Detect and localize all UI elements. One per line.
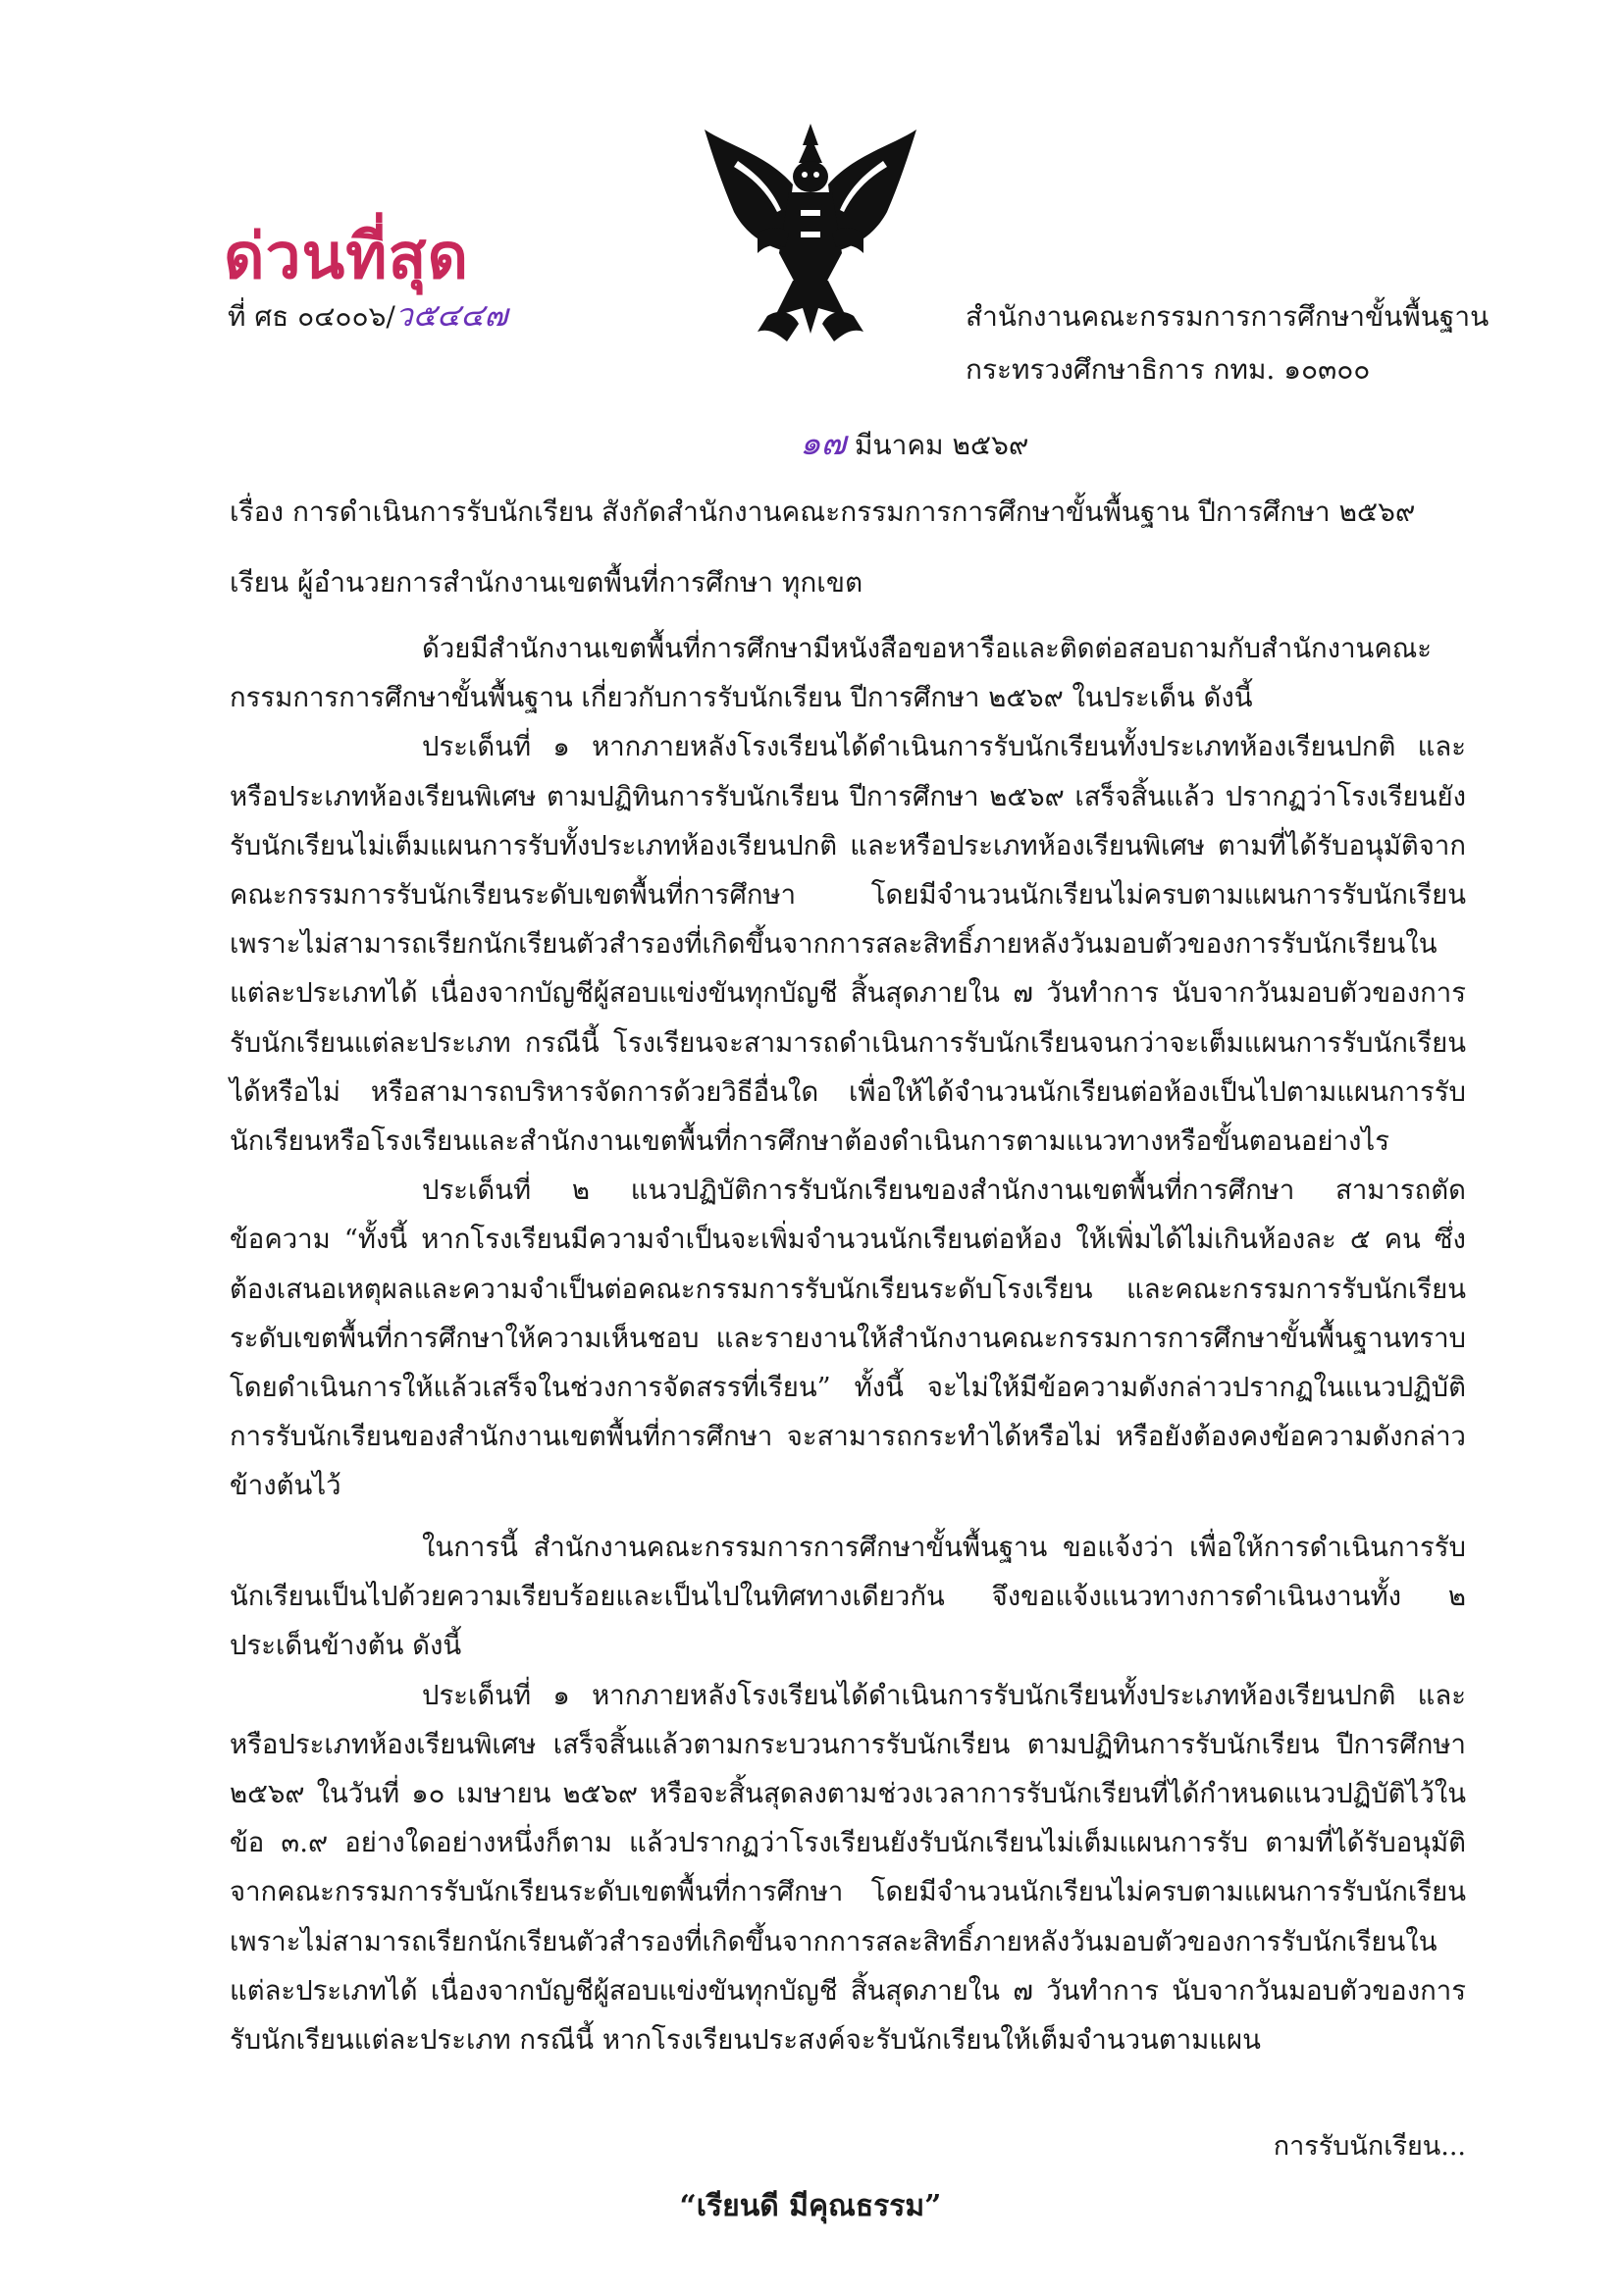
body-section-2 [230,1523,1466,2064]
document-date [800,416,1028,469]
document-number [228,290,507,340]
issuing-office [966,290,1489,396]
paragraph-issue-1: ประเด็นที่ ๑ หากภายหลังโรงเรียนได้ดำเนินการรับนักเรียนทั้งประเภทห้องเรียนปกติ และหรือประเภทห้องเรียนพิเศษ ตามปฏิทินการรับนักเรียน ปีการศึกษา ๒๕๖๙ เสร็จสิ้นแล้ว ปรากฏว่าโรงเรียนยังรับนักเรียนไม่เต็มแผนการรับทั้งประเภทห้องเรียนปกติ และหรือประเภทห้องเรียนพิเศษ ตามที่ได้รับอนุมัติจากคณะกรรมการรับนักเรียนระดับเขตพื้นที่การศึกษา โดยมีจำนวนนักเรียนไม่ครบตามแผนการรับนักเรียนเพราะไม่สามารถเรียกนักเรียนตัวสำรองที่เกิดขึ้นจากการสละสิทธิ์ภายหลังวันมอบตัวของการรับนักเรียนในแต่ละประเภทได้ เนื่องจากบัญชีผู้สอบแข่งขันทุกบัญชี สิ้นสุดภายใน ๗ วันทำการ นับจากวันมอบตัวของการรับนักเรียนแต่ละประเภท กรณีนี้ โรงเรียนจะสามารถดำเนินการรับนักเรียนจนกว่าจะเต็มแผนการรับนักเรียนได้หรือไม่ หรือสามารถบริหารจัดการด้วยวิธีอื่นใด เพื่อให้ได้จำนวนนักเรียนต่อห้องเป็นไปตามแผนการรับนักเรียนหรือโรงเรียนและสำนักงานเขตพื้นที่การศึกษาต้องดำเนินการตามแนวทางหรือขั้นตอนอย่างไร [230,731,1466,1158]
paragraph-intro: ด้วยมีสำนักงานเขตพื้นที่การศึกษามีหนังสือขอหารือและติดต่อสอบถามกับสำนักงานคณะกรรมการการศึกษาขั้นพื้นฐาน เกี่ยวกับการรับนักเรียน ปีการศึกษา ๒๕๖๙ ในประเด็น ดังนี้ [230,633,1433,714]
office-name: สำนักงานคณะกรรมการการศึกษาขั้นพื้นฐาน [966,300,1490,333]
paragraph-response-issue-1: ประเด็นที่ ๑ หากภายหลังโรงเรียนได้ดำเนินการรับนักเรียนทั้งประเภทห้องเรียนปกติ และหรือประเภทห้องเรียนพิเศษ เสร็จสิ้นแล้วตามกระบวนการรับนักเรียน ตามปฏิทินการรับนักเรียน ปีการศึกษา ๒๕๖๙ ในวันที่ ๑๐ เมษายน ๒๕๖๙ หรือจะสิ้นสุดลงตามช่วงเวลาการรับนักเรียนที่ได้กำหนดแนวปฏิบัติไว้ในข้อ ๓.๙ อย่างใดอย่างหนึ่งก็ตาม แล้วปรากฏว่าโรงเรียนยังรับนักเรียนไม่เต็มแผนการรับ ตามที่ได้รับอนุมัติจากคณะกรรมการรับนักเรียนระดับเขตพื้นที่การศึกษา โดยมีจำนวนนักเรียนไม่ครบตามแผนการรับนักเรียนเพราะไม่สามารถเรียกนักเรียนตัวสำรองที่เกิดขึ้นจากการสละสิทธิ์ภายหลังวันมอบตัวของการรับนักเรียนในแต่ละประเภทได้ เนื่องจากบัญชีผู้สอบแข่งขันทุกบัญชี สิ้นสุดภายใน ๗ วันทำการ นับจากวันมอบตัวของการรับนักเรียนแต่ละประเภท กรณีนี้ หากโรงเรียนประสงค์จะรับนักเรียนให้เต็มจำนวนตามแผน [230,1679,1466,2057]
office-address: กระทรวงศึกษาธิการ กทม. ๑๐๓๐๐ [966,353,1371,386]
date-day-handwritten: ๑๗ [800,424,847,463]
urgency-stamp: ด่วนที่สุด [224,221,470,293]
paragraph-issue-2: ประเด็นที่ ๒ แนวปฏิบัติการรับนักเรียนของสำนักงานเขตพื้นที่การศึกษา สามารถตัดข้อความ “ทั้งนี้ หากโรงเรียนมีความจำเป็นจะเพิ่มจำนวนนักเรียนต่อห้อง ให้เพิ่มได้ไม่เกินห้องละ ๕ คน ซึ่งต้องเสนอเหตุผลและความจำเป็นต่อคณะกรรมการรับนักเรียนระดับโรงเรียน และคณะกรรมการรับนักเรียนระดับเขตพื้นที่การศึกษาให้ความเห็นชอบ และรายงานให้สำนักงานคณะกรรมการการศึกษาขั้นพื้นฐานทราบโดยดำเนินการให้แล้วเสร็จในช่วงการจัดสรรที่เรียน” ทั้งนี้ จะไม่ให้มีข้อความดังกล่าวปรากฏในแนวปฏิบัติการรับนักเรียนของสำนักงานเขตพื้นที่การศึกษา จะสามารถกระทำได้หรือไม่ หรือยังต้องคงข้อความดังกล่าวข้างต้นไว้ [230,1174,1466,1502]
document-number-prefix: ที่ ศธ ๐๔๐๐๖/ [228,300,395,333]
document-number-handwritten: ว๕๔๔๗ [394,296,508,334]
garuda-emblem-icon [699,116,922,351]
body-section-1 [230,624,1466,1511]
subject-line: เรื่อง การดำเนินการรับนักเรียน สังกัดสำนักงานคณะกรรมการการศึกษาขั้นพื้นฐาน ปีการศึกษา ๒๕๖๙ [230,496,1416,528]
footer-motto: “เรียนดี มีคุณธรรม” [679,2189,942,2223]
paragraph-response-intro: ในการนี้ สำนักงานคณะกรรมการการศึกษาขั้นพื้นฐาน ขอแจ้งว่า เพื่อให้การดำเนินการรับนักเรียนเป็นไปด้วยความเรียบร้อยและเป็นไปในทิศทางเดียวกัน จึงขอแจ้งแนวทางการดำเนินงานทั้ง ๒ ประเด็นข้างต้น ดังนี้ [230,1532,1466,1662]
salutation-line: เรียน ผู้อำนวยการสำนักงานเขตพื้นที่การศึกษา ทุกเขต [230,566,863,599]
date-month-year: มีนาคม ๒๕๖๙ [846,429,1029,461]
continued-marker: การรับนักเรียน... [1273,2131,1466,2162]
